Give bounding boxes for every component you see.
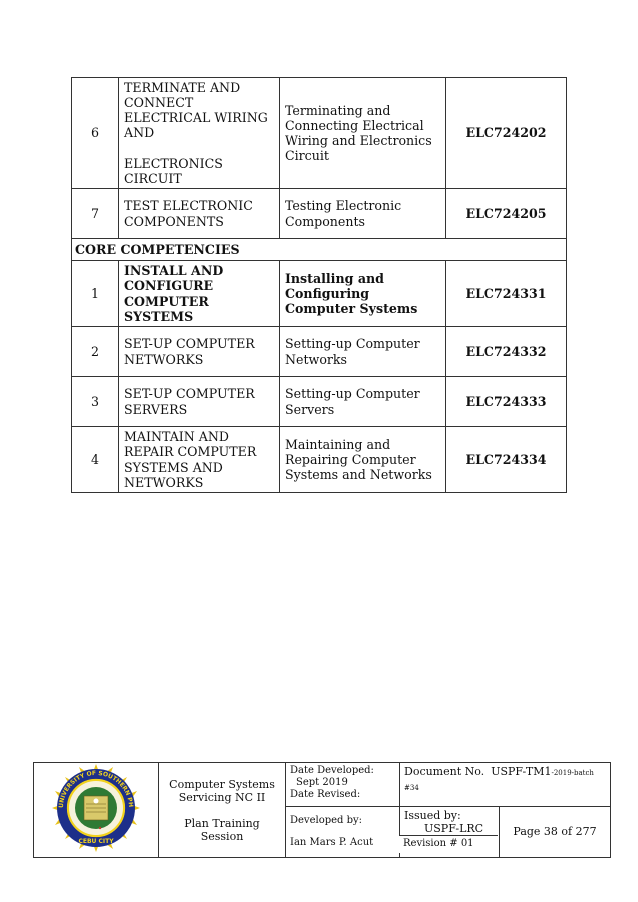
table-row [72, 427, 567, 493]
revision-number: Revision # 01 [403, 838, 474, 849]
section-heading: CORE COMPETENCIES [72, 239, 567, 261]
revision-cell [399, 835, 498, 853]
table-row [72, 189, 567, 239]
developed-by-cell [286, 807, 400, 858]
course-name: Computer Systems Servicing NC II [169, 777, 275, 804]
table-row [72, 78, 567, 189]
table-row [72, 327, 567, 377]
unit-code: ELC724332 [446, 327, 567, 377]
seal-text-top: UNIVERSITY OF SOUTHERN PH [57, 769, 135, 809]
module-title: Maintaining and Repairing Computer Systems and Networks [280, 427, 446, 493]
document-number-cell [400, 763, 611, 807]
row-number: 4 [72, 427, 119, 493]
document-number-label: Document No. [404, 765, 485, 778]
date-revised-label: Date Revised: [290, 789, 361, 800]
table-row [72, 377, 567, 427]
competency-table [71, 77, 567, 493]
module-title: Setting-up Computer Networks [280, 327, 446, 377]
page-number: Page 38 of 277 [513, 825, 597, 839]
unit-code: ELC724205 [446, 189, 567, 239]
row-number: 2 [72, 327, 119, 377]
date-developed: Sept 2019 [296, 777, 348, 788]
module-title: Setting-up Computer Servers [280, 377, 446, 427]
unit-title: MAINTAIN AND REPAIR COMPUTER SYSTEMS AND NETWORKS [119, 427, 280, 493]
row-number: 1 [72, 261, 119, 327]
row-number: 7 [72, 189, 119, 239]
document-number-suffix: -2019-batch #34 [404, 769, 594, 792]
unit-title: TEST ELECTRONIC COMPONENTS [119, 189, 280, 239]
unit-code: ELC724333 [446, 377, 567, 427]
unit-title: INSTALL AND CONFIGURE COMPUTER SYSTEMS [119, 261, 280, 327]
unit-title: SET-UP COMPUTER SERVERS [119, 377, 280, 427]
developed-by: Ian Mars P. Acut [290, 837, 374, 849]
course-cell [159, 763, 286, 858]
unit-title: TERMINATE AND CONNECT ELECTRICAL WIRING AND ELECTRONICS CIRCUIT [119, 78, 280, 189]
issued-by: USPF-LRC [424, 822, 484, 836]
unit-code: ELC724331 [446, 261, 567, 327]
issued-by-label: Issued by: [404, 809, 461, 823]
date-cell [286, 763, 400, 807]
module-title: Terminating and Connecting Electrical Wiring and Electronics Circuit [280, 78, 446, 189]
unit-code: ELC724202 [446, 78, 567, 189]
row-number: 6 [72, 78, 119, 189]
document-type: Plan Training Session [184, 816, 260, 843]
unit-code: ELC724334 [446, 427, 567, 493]
row-number: 3 [72, 377, 119, 427]
page-cell [500, 807, 611, 858]
module-title: Testing Electronic Components [280, 189, 446, 239]
university-seal [34, 763, 159, 858]
developed-by-label: Developed by: [290, 815, 363, 827]
document-footer [33, 762, 611, 858]
module-title: Installing and Configuring Computer Systems [280, 261, 446, 327]
table-row [72, 261, 567, 327]
section-row [72, 239, 567, 261]
date-developed-label: Date Developed: [290, 765, 374, 776]
seal-text-bottom: CEBU CITY [78, 838, 114, 845]
document-number: USPF-TM1 [491, 765, 552, 778]
unit-title: SET-UP COMPUTER NETWORKS [119, 327, 280, 377]
university-seal-icon [51, 763, 141, 853]
